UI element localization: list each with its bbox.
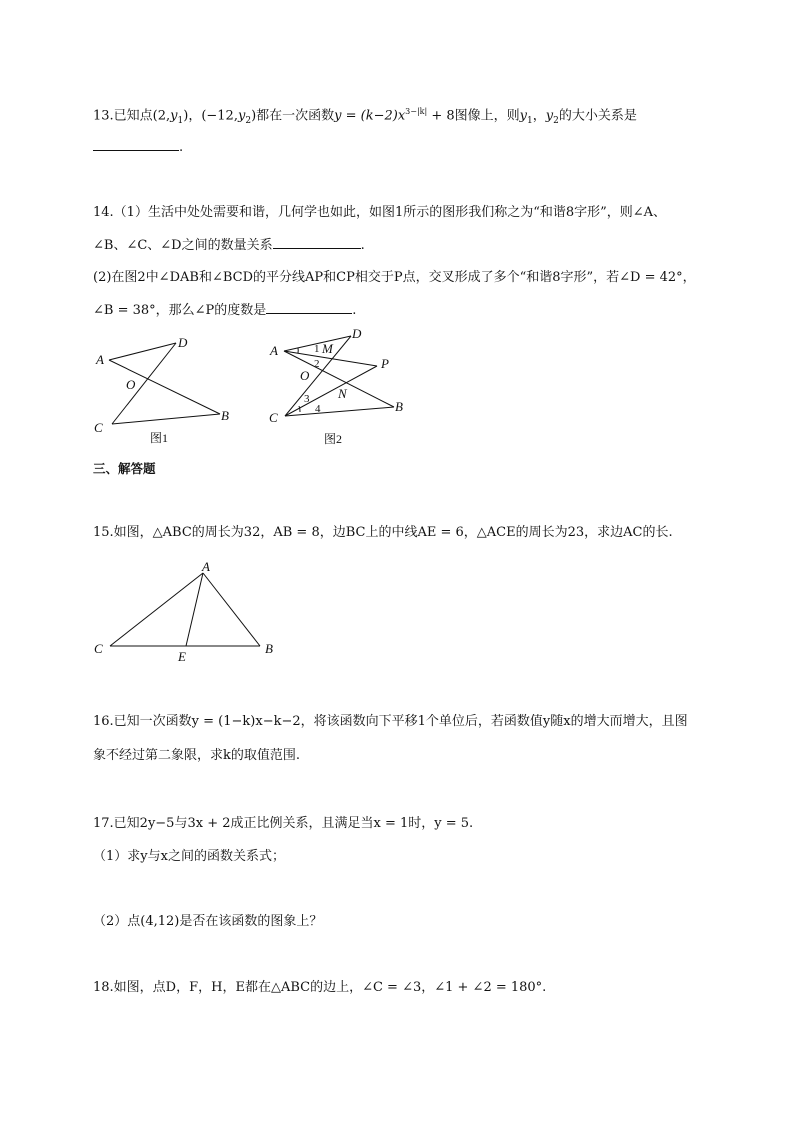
fig2-label-N: N xyxy=(338,386,347,401)
q13-sub-2b: 2 xyxy=(553,115,559,126)
fig2-label-M: M xyxy=(322,341,333,356)
q14-line1: 14.（1）生活中处处需要和谐，几何学也如此，如图1所示的图形我们称之为“和谐8字形”，则∠A、 xyxy=(93,205,667,220)
q13-sub-1: 1 xyxy=(177,115,184,126)
fig3-label-C: C xyxy=(94,641,103,656)
fig2-label-P: P xyxy=(381,356,389,371)
q14-line4 xyxy=(93,301,356,320)
q13-var-y2b: y xyxy=(545,108,554,124)
q13-comma: ， xyxy=(532,108,546,124)
q13-exponent: 3−|k| xyxy=(405,107,428,116)
q13-sub-1b: 1 xyxy=(527,115,533,126)
q14-line2-period: . xyxy=(360,238,365,253)
q16-line2: 象不经过第二象限，求k的取值范围. xyxy=(93,748,301,763)
figure-3 xyxy=(90,555,290,670)
fig2-label-A: A xyxy=(270,343,278,358)
q14-line3: (2)在图2中∠DAB和∠BCD的平分线AP和CP相交于P点，交叉形成了多个“和谐8字形”，若∠D = 42°， xyxy=(93,270,696,285)
q13-function: y = (k−2)x xyxy=(334,108,406,124)
q16-line1: 16.已知一次函数y = (1−k)x−k−2，将该函数向下平移1个单位后，若函数值y随x的增大而增大，且图 xyxy=(93,714,688,729)
q14-line2 xyxy=(93,236,365,255)
q13-text-a: 13.已知点(2, xyxy=(93,108,171,124)
figure-1 xyxy=(90,333,250,453)
figure-2 xyxy=(266,327,416,452)
fig1-label-D: D xyxy=(178,335,188,350)
q14-line2-text: ∠B、∠C、∠D之间的数量关系 xyxy=(93,238,273,253)
q13-text-o: 的大小关系是 xyxy=(558,108,637,124)
q13-text-d: )，(−12, xyxy=(183,108,238,124)
fig2-caption: 图2 xyxy=(324,432,343,446)
fig2-label-B: B xyxy=(395,399,403,414)
fig1-label-C: C xyxy=(94,420,103,435)
q13-text-i: + 8图像上，则 xyxy=(427,108,520,124)
q18-line1: 18.如图，点D，F，H，E都在△ABC的边上，∠C = ∠3，∠1 + ∠2 = 180°. xyxy=(93,980,547,995)
section-heading: 三、解答题 xyxy=(93,461,156,476)
q13-answer-blank[interactable] xyxy=(93,138,179,151)
fig1-label-A: A xyxy=(96,352,104,367)
fig2-angle-3: 3 xyxy=(304,393,310,405)
fig3-label-E: E xyxy=(178,649,186,664)
q14-answer-blank-1[interactable] xyxy=(273,236,361,249)
fig2-label-O: O xyxy=(300,368,310,383)
fig1-label-B: B xyxy=(221,408,229,423)
fig2-label-C: C xyxy=(269,410,278,425)
fig1-label-O: O xyxy=(126,377,136,392)
q15-text: 15.如图，△ABC的周长为32，AB = 8，边BC上的中线AE = 6，△ACE的周长为23，求边AC的长. xyxy=(93,525,673,540)
q13-text-g: )都在一次函数 xyxy=(251,108,335,124)
q14-line4-text: ∠B = 38°，那么∠P的度数是 xyxy=(93,303,267,318)
q13-sub-2: 2 xyxy=(245,115,252,126)
q17-line2: （1）求y与x之间的函数关系式； xyxy=(93,849,285,864)
q13-line2 xyxy=(93,138,183,157)
q17-line3: （2）点(4,12)是否在该函数的图象上？ xyxy=(93,914,323,929)
q13-var-y: y xyxy=(170,108,178,124)
q14-answer-blank-2[interactable] xyxy=(266,301,352,314)
fig3-label-A: A xyxy=(202,559,210,574)
fig2-angle-1: 1 xyxy=(314,343,320,355)
q14-line4-period: . xyxy=(352,303,357,318)
q17-line1: 17.已知2y−5与3x + 2成正比例关系，且满足当x = 1时，y = 5. xyxy=(93,816,474,831)
fig1-caption: 图1 xyxy=(150,431,169,445)
q13-period: . xyxy=(179,140,184,155)
fig2-angle-4: 4 xyxy=(315,403,321,415)
q13-line1 xyxy=(93,103,637,130)
q13-var-y2: y xyxy=(237,108,246,124)
fig2-label-D: D xyxy=(352,326,362,341)
q13-var-y1b: y xyxy=(519,108,527,124)
fig2-angle-2: 2 xyxy=(314,358,320,370)
fig3-label-B: B xyxy=(265,641,273,656)
